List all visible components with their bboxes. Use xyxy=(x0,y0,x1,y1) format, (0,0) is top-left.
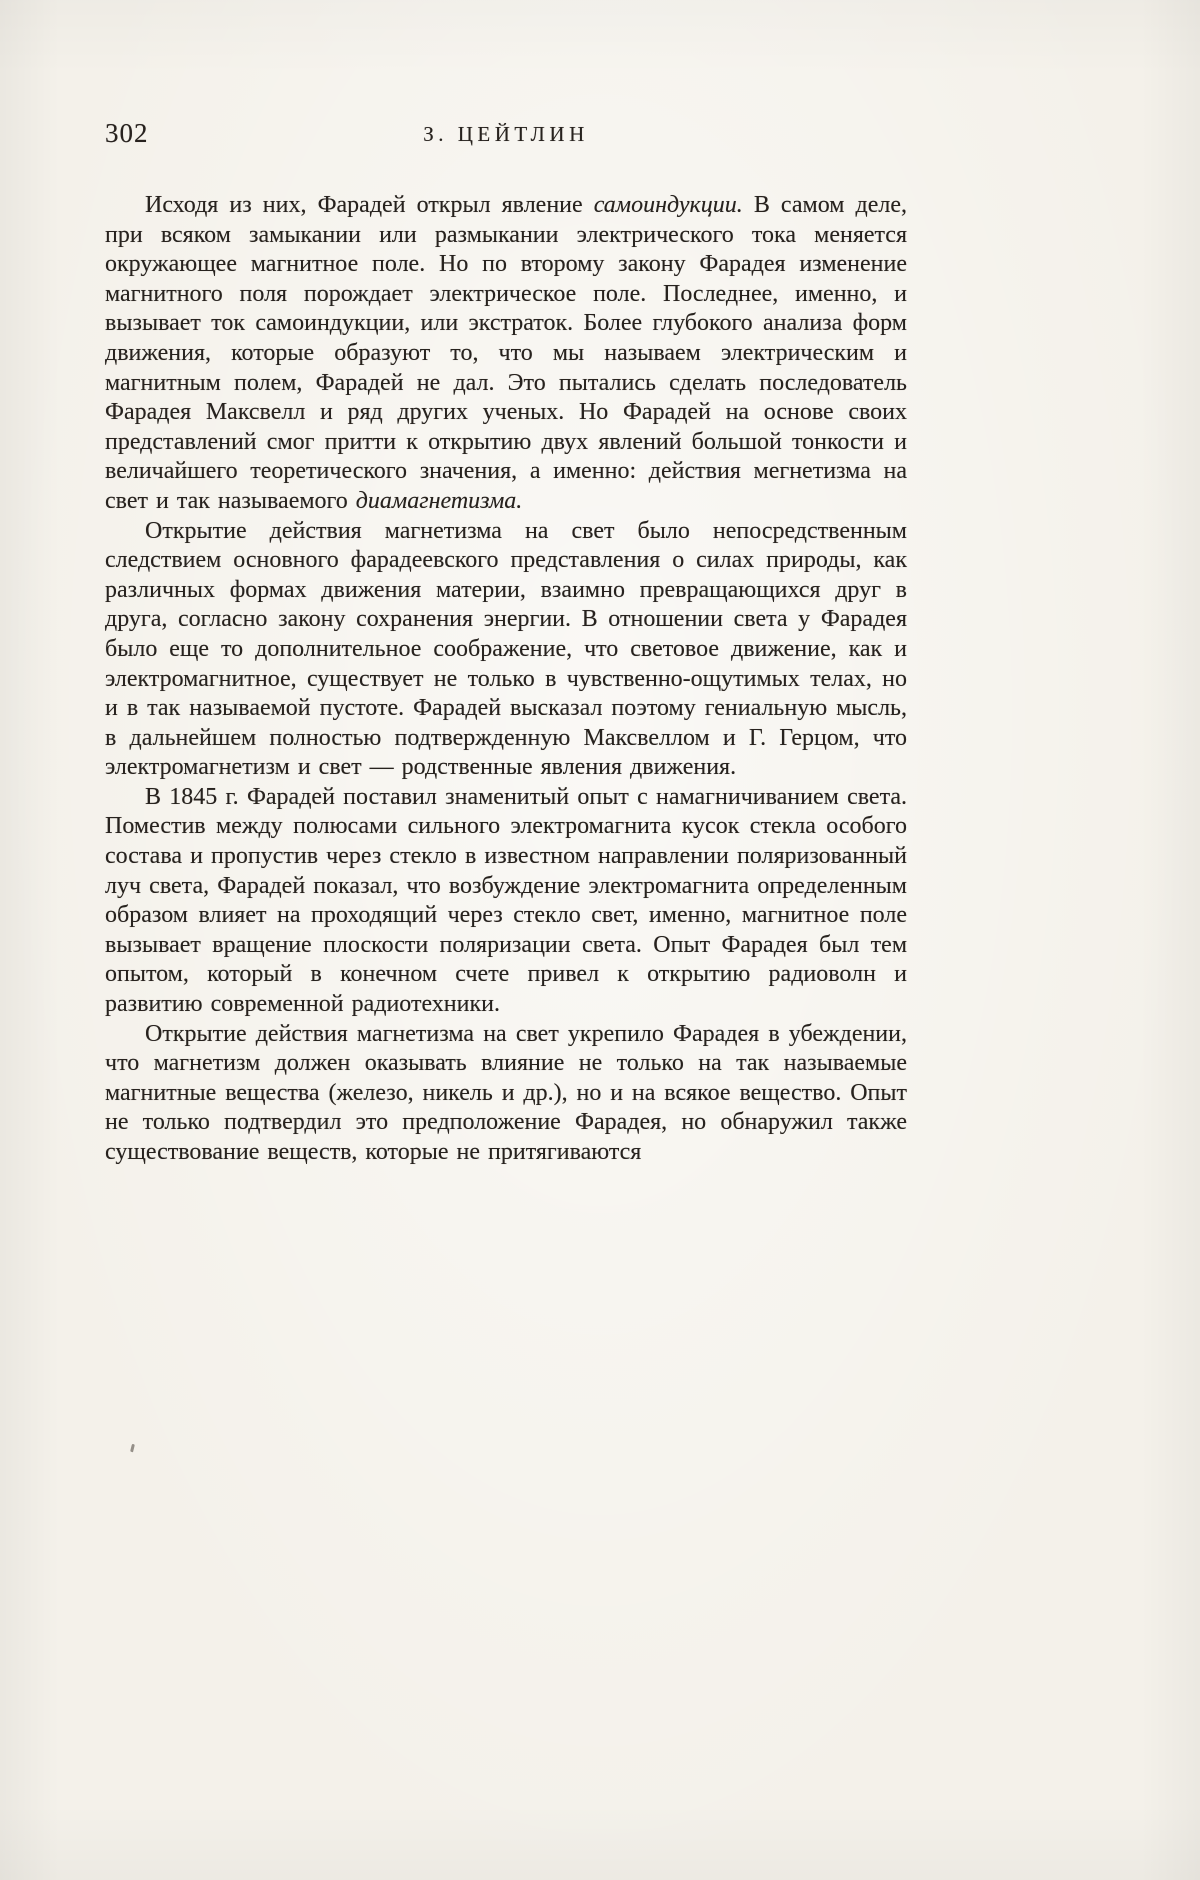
text-run: В самом деле, при всяком замыкании или размыкании электрического тока меняется окружающее магнитное поле. Но по второму закону Фарадея изменение магнитного поля порождает электрическое поле. Последнее, именно, и вызывает ток самоиндукции, или экстраток. Более глубокого анализа форм движения, которые образуют то, что мы называем электрическим и магнитным полем, Фарадей не дал. Это пытались сделать последователь Фарадея Максвелл и ряд других ученых. Но Фарадей на основе своих представлений смог притти к открытию двух явлений большой тонкости и величайшего теоретического значения, а именно: действия мегнетизма на свет и так называемого xyxy=(105,192,908,514)
scan-artifact xyxy=(130,1444,135,1452)
paragraph xyxy=(105,783,907,1020)
body-text xyxy=(105,191,907,1168)
paragraph xyxy=(105,191,907,517)
text-run: В 1845 г. Фарадей поставил знаменитый опыт с намагничиванием света. Поместив между полюсами сильного электромагнита кусок стекла особого состава и пропустив через стекло в известном направлении поляризованный луч света, Фарадей показал, что возбуждение электромагнита определенным образом влияет на проходящий через стекло свет, именно, магнитное поле вызывает вращение плоскости поляризации света. Опыт Фарадея был тем опытом, который в конечном счете привел к открытию радиоволн и развитию современной радиотехники. xyxy=(105,783,907,1018)
page-number: 302 xyxy=(105,118,149,148)
paragraph xyxy=(105,1020,907,1168)
page-header xyxy=(105,118,907,152)
text-run: Исходя из них, Фарадей открыл явление xyxy=(145,192,594,218)
paragraph xyxy=(105,517,907,783)
running-head: З. ЦЕЙТЛИН xyxy=(423,122,589,146)
italic-text: диамагнетизма. xyxy=(355,487,523,514)
text-run: Открытие действия магнетизма на свет укрепило Фарадея в убеждении, что магнетизм должен оказывать влияние не только на так называемые магнитные вещества (железо, никель и др.), но и на всякое вещество. Опыт не только подтвердил это предположение Фарадея, но обнаружил также существование веществ, которые не притягиваются xyxy=(105,1020,907,1165)
text-run: Открытие действия магнетизма на свет было непосредственным следствием основного фарадеевского представления о силах природы, как различных формах движения материи, взаимно превращающихся друг в друга, согласно закону сохранения энергии. В отношении света у Фарадея было еще то дополнительное соображение, что световое движение, как и электромагнитное, существует не только в чувственно-ощутимых телах, но и в так называемой пустоте. Фарадей высказал поэтому гениальную мысль, в дальнейшем полностью подтвержденную Максвеллом и Г. Герцом, что электромагнетизм и свет — родственные явления движения. xyxy=(105,517,907,781)
italic-text: самоиндукции. xyxy=(593,192,743,218)
